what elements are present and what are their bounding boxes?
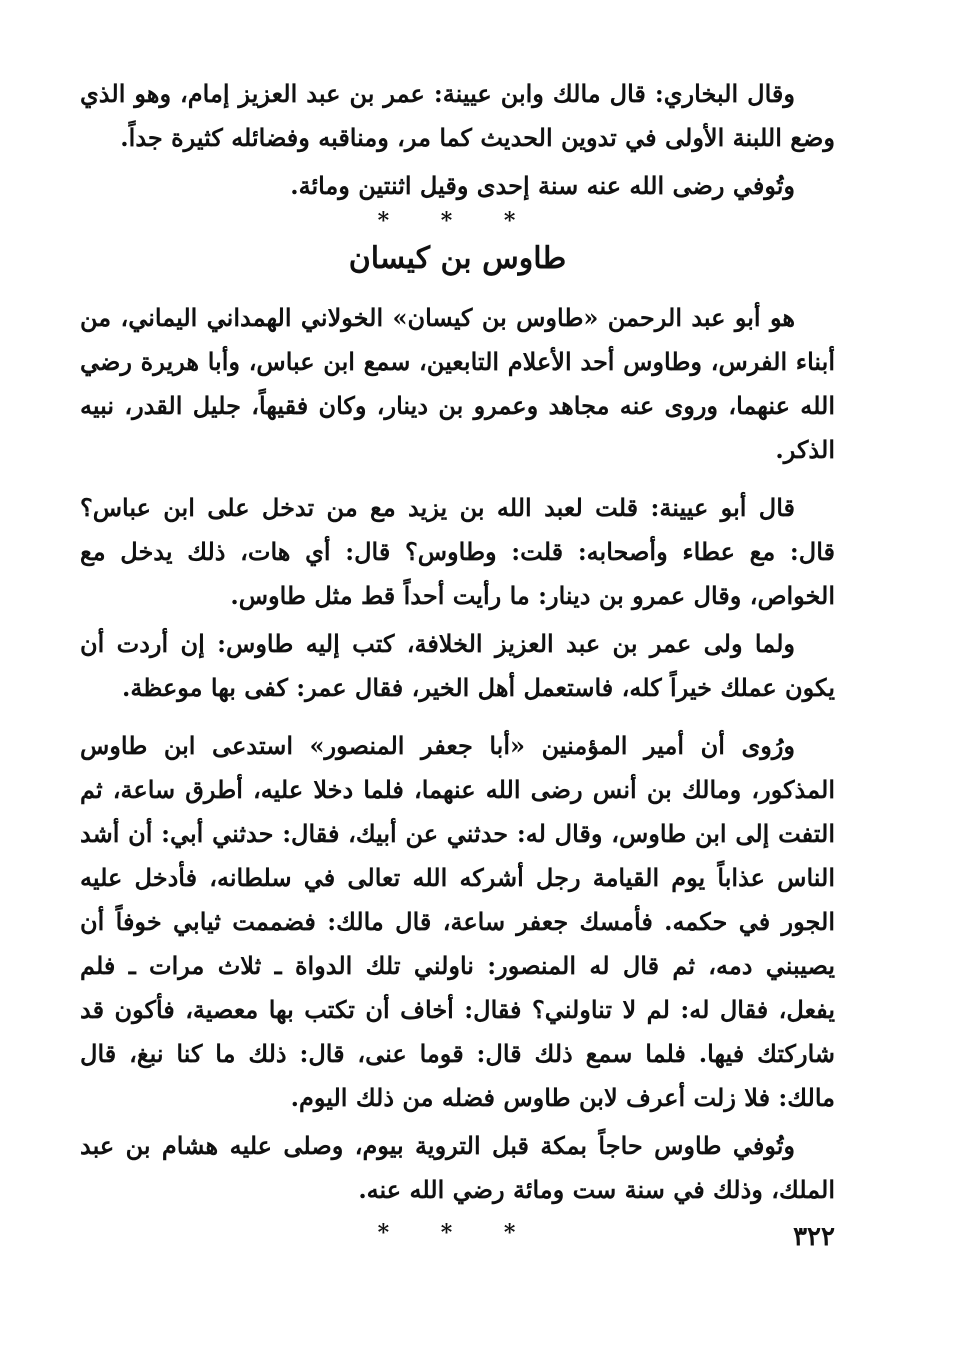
entry-paragraph-1: هو أبو عبد الرحمن «طاوس بن كيسان» الخولاني الهمداني اليماني، من أبناء الفرس، وطاوس أحد الأعلام التابعين، سمع ابن عباس، وأبا هريرة رضي الله عنهما، وروى عنه مجاهد وعمرو بن دينار، وكان فقيهاً، جليل القدر، نبيه الذكر. [80,303,835,464]
entry-paragraph-5: وتُوفي طاوس حاجاً بمكة قبل التروية بيوم، وصلى عليه هشام بن عبد الملك، وذلك في سنة ست ومائة رضي الله عنه. [80,1131,835,1204]
entry-paragraph-4: ورُوى أن أمير المؤمنين «أبا جعفر المنصور» استدعى ابن طاوس المذكور، ومالك بن أنس رضى الله عنهما، فلما دخلا عليه، أطرق ساعة، ثم التفت إلى ابن طاوس، وقال له: حدثني عن أبيك، فقال: حدثني أبي: أن أشد الناس عذاباً يوم القيامة رجل أشركه الله تعالى في سلطانه، فأدخل عليه الجور في حكمه. فأمسك جعفر ساعة، قال مالك: فضممت ثيابي خوفاً أن يصيبني دمه، ثم قال له المنصور: ناولني تلك الدواة ـ ثلاث مرات ـ فلم يفعل، فقال له: لم لا تناولني؟ فقال: أخاف أن تكتب بها معصية، فأكون قد شاركتك فيها. فلما سمع ذلك قال: قوما عنى، قال: ذلك ما كنا نبغ، قال مالك: فلا زلت أعرف لابن طاوس فضله من ذلك اليوم. [80,731,835,1112]
prev-entry-paragraph-1: وقال البخاري: قال مالك وابن عيينة: عمر بن عبد العزيز إمام، وهو الذي وضع اللبنة الأولى في تدوين الحديث كما مر، ومناقبه وفضائله كثيرة جداً. [80,79,835,152]
page-number: ٣٢٢ [793,1222,835,1252]
prev-entry-paragraph-2: وتُوفي رضى الله عنه سنة إحدى وقيل اثنتين ومائة. [290,171,795,200]
separator-stars-top: * * * [377,208,538,234]
entry-paragraph-2: قال أبو عيينة: قلت لعبد الله بن يزيد مع من تدخل على ابن عباس؟ قال: مع عطاء وأصحابه: قلت: وطاوس؟ قال: أي هات، ذلك يدخل مع الخواص، وقال عمرو بن دينار: ما رأيت أحداً قط مثل طاوس. [80,493,835,610]
entry-paragraph-3: ولما ولى عمر بن عبد العزيز الخلافة، كتب إليه طاوس: إن أردت أن يكون عملك خيراً كله، فاستعمل أهل الخير، فقال عمر: كفى بها موعظة. [80,629,835,702]
page-text-block [80,72,835,1246]
entry-title: طاوس بن كيسان [348,241,567,276]
separator-stars-bottom: * * * [377,1220,538,1246]
